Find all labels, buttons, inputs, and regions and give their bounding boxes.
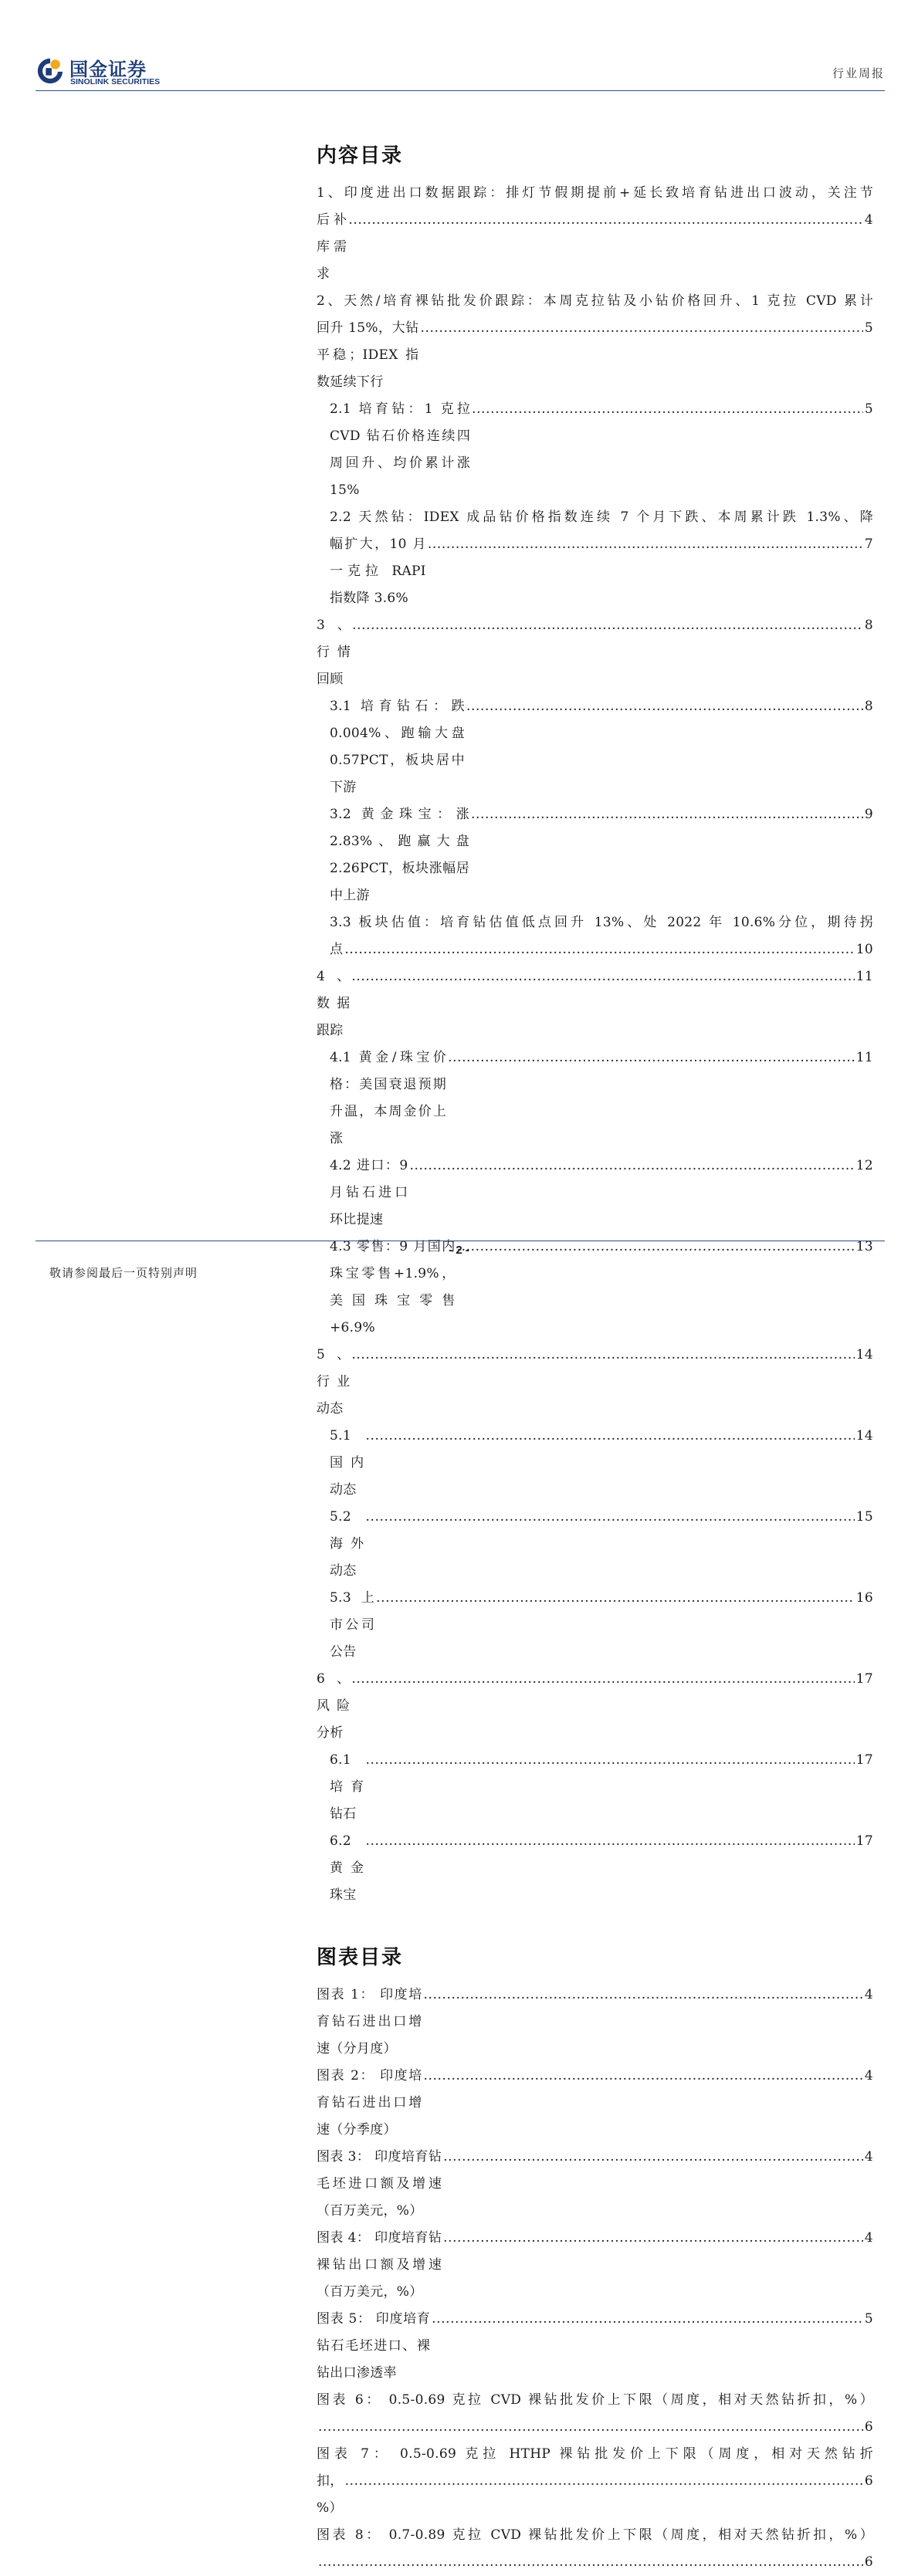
figure-page-number: 4	[864, 1987, 873, 2002]
figure-item-text-line1: 图表 8： 0.7-0.89 克拉 CVD 裸钻批发价上下限（周度，相对天然钻折扣，%）	[317, 2527, 873, 2543]
toc-page-number: 7	[864, 537, 873, 552]
toc-list	[317, 180, 873, 1909]
sinolink-logo-icon	[36, 56, 65, 85]
figure-item-text: 图表 5： 印度培育钻石毛坯进口、裸钻出口渗透率	[317, 2311, 431, 2381]
dot-leader	[410, 1153, 855, 1180]
figure-page-number: 6	[864, 2554, 873, 2570]
toc-item[interactable]	[317, 1828, 873, 1909]
report-type-label: 行业周报	[832, 66, 885, 80]
toc-item[interactable]	[317, 288, 873, 396]
toc-item[interactable]	[317, 612, 873, 693]
dot-leader	[471, 801, 863, 828]
dot-leader	[351, 1342, 854, 1369]
figure-page-number: 4	[864, 2149, 873, 2165]
dot-leader	[424, 1982, 863, 2009]
toc-page-number: 17	[855, 1833, 873, 1849]
figure-item-text: 图表 1： 印度培育钻石进出口增速（分月度）	[317, 1987, 422, 2056]
toc-item[interactable]	[317, 396, 873, 504]
toc-item[interactable]	[317, 1044, 873, 1153]
figure-item[interactable]	[317, 2387, 873, 2441]
dot-leader	[318, 2549, 863, 2576]
figure-item-text: 图表 2： 印度培育钻石进出口增速（分季度）	[317, 2068, 422, 2138]
figure-page-number: 5	[864, 2311, 873, 2327]
toc-item[interactable]	[317, 1666, 873, 1747]
toc-page-number: 15	[855, 1509, 873, 1525]
figure-item-text: 图表 4： 印度培育钻裸钻出口额及增速（百万美元，%）	[317, 2230, 442, 2300]
toc-item[interactable]	[317, 909, 873, 963]
disclaimer-text: 敬请参阅最后一页特别声明	[49, 1266, 198, 1280]
dot-leader	[351, 1666, 854, 1693]
toc-item[interactable]	[317, 1342, 873, 1423]
toc-item-text: 4.2 进口：9 月钻石进口环比提速	[330, 1158, 408, 1227]
figure-item[interactable]	[317, 2144, 873, 2225]
toc-page-number: 9	[864, 807, 873, 822]
figure-item-text-line1: 图表 6： 0.5-0.69 克拉 CVD 裸钻批发价上下限（周度，相对天然钻折扣，%）	[317, 2392, 873, 2408]
dot-leader	[448, 1044, 855, 1071]
figure-page-number: 6	[864, 2473, 873, 2489]
toc-page-number: 14	[855, 1347, 873, 1362]
figure-list-title: 图表目录	[317, 1946, 404, 1969]
toc-item-text: 4、数据跟踪	[317, 969, 351, 1038]
toc-page-number: 8	[864, 699, 873, 714]
toc-page-number: 17	[855, 1671, 873, 1687]
toc-item[interactable]	[317, 1504, 873, 1585]
toc-item-text: 6.2 黄金珠宝	[330, 1833, 364, 1903]
figure-item[interactable]	[317, 2225, 873, 2306]
toc-title: 内容目录	[317, 144, 404, 168]
figure-page-number: 4	[864, 2230, 873, 2246]
dot-leader	[466, 693, 863, 720]
toc-page-number: 12	[855, 1158, 873, 1173]
toc-page-number: 14	[855, 1428, 873, 1444]
toc-item[interactable]	[317, 1423, 873, 1504]
figure-page-number: 6	[864, 2419, 873, 2435]
dot-leader	[443, 2144, 863, 2171]
toc-page-number: 13	[855, 1239, 873, 1254]
toc-item-text-line1: 2、天然/培育裸钻批发价跟踪：本周克拉钻及小钻价格回升、1 克拉 CVD 累计	[317, 293, 873, 309]
toc-item-text: 5、行业动态	[317, 1347, 351, 1417]
toc-page-number: 10	[855, 942, 873, 957]
toc-item-text: 6、风险分析	[317, 1671, 351, 1741]
figure-item-text: 扣，%）	[317, 2473, 344, 2516]
logo-chinese-name: 国金证券	[69, 59, 147, 80]
dot-leader	[424, 2063, 863, 2090]
toc-item[interactable]	[317, 693, 873, 801]
figure-item-text-line1: 图表 7： 0.5-0.69 克拉 HTHP 裸钻批发价上下限（周度，相对天然钻折	[317, 2446, 873, 2462]
dot-leader	[365, 1828, 854, 1855]
dot-leader	[345, 2468, 863, 2495]
dot-leader	[348, 207, 863, 234]
toc-item-text: 2.1 培育钻：1 克拉 CVD 钻石价格连续四周回升、均价累计涨 15%	[330, 401, 471, 498]
dot-leader	[344, 936, 854, 963]
toc-item-text: 幅扩大，10 月一克拉 RAPI 指数降 3.6%	[330, 537, 426, 606]
dot-leader	[376, 1585, 855, 1612]
dot-leader	[443, 2225, 863, 2252]
toc-page-number: 11	[855, 1050, 873, 1065]
toc-item[interactable]	[317, 801, 873, 909]
toc-page-number: 8	[864, 618, 873, 633]
toc-item[interactable]	[317, 963, 873, 1044]
toc-item-text: 点	[330, 942, 344, 957]
toc-item-text-line1: 2.2 天然钻：IDEX 成品钻价格指数连续 7 个月下跌、本周累计跌 1.3%、降	[330, 509, 873, 525]
toc-item-text: 5.3 上市公司公告	[330, 1590, 375, 1660]
figure-item[interactable]	[317, 2063, 873, 2144]
toc-item[interactable]	[317, 180, 873, 288]
toc-item-text: 3、行情回顾	[317, 618, 351, 687]
figure-item-text: 图表 3： 印度培育钻毛坯进口额及增速（百万美元，%）	[317, 2149, 442, 2219]
dot-leader	[472, 396, 863, 423]
figure-item[interactable]	[317, 1982, 873, 2063]
toc-item-text-line1: 1、印度进出口数据跟踪：排灯节假期提前+延长致培育钻进出口波动，关注节	[317, 185, 873, 201]
figure-item[interactable]	[317, 2441, 873, 2522]
toc-item-text: 5.1 国内动态	[330, 1428, 364, 1498]
dot-leader	[420, 315, 862, 342]
toc-item-text: 3.2 黄金珠宝：涨 2.83%、跑赢大盘 2.26PCT，板块涨幅居中上游	[330, 807, 470, 903]
toc-item-text: 4.3 零售：9 月国内珠宝零售+1.9%，美国珠宝零售+6.9%	[330, 1239, 456, 1335]
figure-list	[317, 1982, 873, 2576]
toc-item-text: 3.1 培育钻石：跌 0.004%、跑输大盘 0.57PCT，板块居中下游	[330, 699, 465, 795]
toc-item[interactable]	[317, 1585, 873, 1666]
main-content	[317, 141, 873, 2576]
toc-item-text: 4.1 黄金/珠宝价格：美国衰退预期升温，本周金价上涨	[330, 1050, 447, 1146]
toc-item[interactable]	[317, 1747, 873, 1828]
toc-page-number: 4	[864, 212, 873, 228]
toc-page-number: 16	[855, 1590, 873, 1606]
dot-leader	[352, 612, 863, 639]
toc-page-number: 11	[855, 969, 873, 984]
dot-leader	[428, 531, 863, 558]
toc-page-number: 17	[855, 1752, 873, 1768]
figure-page-number: 4	[864, 2068, 873, 2083]
dot-leader	[365, 1504, 854, 1531]
toc-item-text: 回升 15%，大钻平稳；IDEX 指数延续下行	[317, 320, 419, 390]
dot-leader	[318, 2414, 863, 2441]
company-logo	[36, 52, 213, 90]
dot-leader	[365, 1747, 854, 1774]
dot-leader	[365, 1423, 854, 1450]
page-header	[36, 48, 885, 90]
dot-leader	[351, 963, 854, 990]
toc-item[interactable]	[317, 1153, 873, 1234]
dot-leader	[432, 2306, 863, 2333]
logo-english-name: SINOLINK SECURITIES	[70, 77, 161, 86]
toc-item-text: 后补库需求	[317, 212, 347, 282]
figure-item[interactable]	[317, 2522, 873, 2576]
toc-page-number: 5	[864, 320, 873, 336]
page-number: - 2 -	[449, 1244, 469, 1257]
toc-item[interactable]	[317, 504, 873, 612]
toc-item-text: 6.1 培育钻石	[330, 1752, 364, 1822]
toc-item-text-line1: 3.3 板块估值：培育钻估值低点回升 13%、处 2022 年 10.6%分位，期待拐	[330, 915, 873, 930]
toc-page-number: 5	[864, 401, 873, 417]
header-divider	[36, 90, 885, 91]
figure-item[interactable]	[317, 2306, 873, 2387]
toc-item-text: 5.2 海外动态	[330, 1509, 364, 1579]
